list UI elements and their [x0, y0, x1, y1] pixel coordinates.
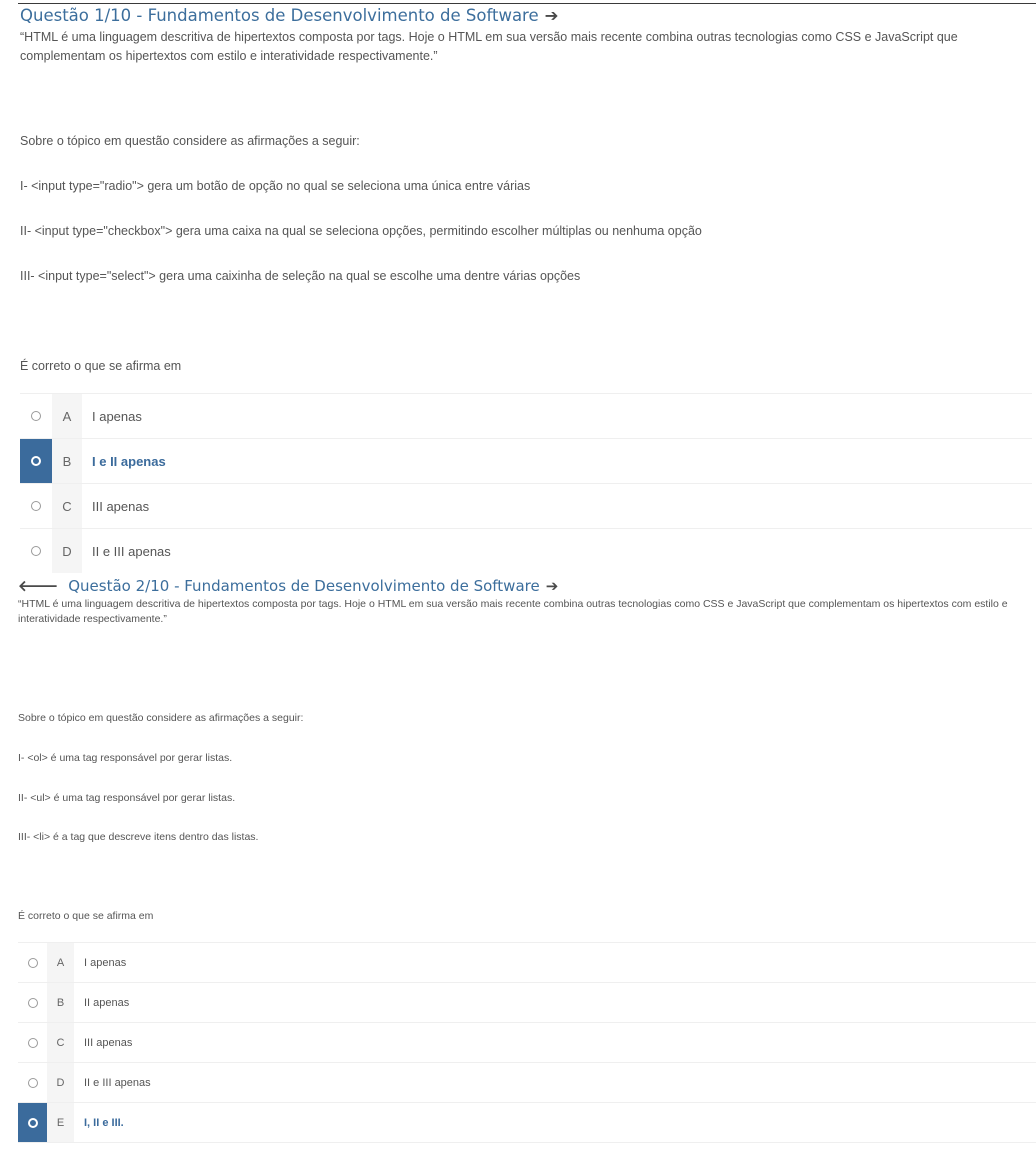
option-letter: C [47, 1023, 74, 1062]
question-intro: Sobre o tópico em questão considere as afirmações a seguir: [18, 712, 304, 724]
option-label: I apenas [84, 956, 127, 969]
option-d[interactable] [20, 529, 1032, 573]
option-label: II apenas [84, 996, 130, 1009]
prev-arrow-icon[interactable]: 🡐 [18, 577, 59, 595]
radio-circle-icon [28, 1078, 38, 1088]
radio-button[interactable] [18, 1063, 47, 1102]
option-letter: B [52, 439, 82, 483]
option-letter: A [52, 394, 82, 438]
question-2 [18, 576, 1036, 1129]
question-subject: Fundamentos de Desenvolvimento de Software [184, 577, 540, 595]
radio-button[interactable] [18, 983, 47, 1022]
next-arrow-icon[interactable]: ➔ [545, 577, 559, 595]
radio-circle-icon [31, 546, 41, 556]
answer-options [18, 942, 1036, 1143]
question-prompt: É correto o que se afirma em [18, 910, 154, 922]
option-label: III apenas [92, 498, 150, 514]
radio-button[interactable] [18, 1103, 47, 1142]
statement-1: I- <ol> é uma tag responsável por gerar listas. [18, 752, 233, 764]
question-1 [20, 6, 1032, 559]
question-quote: “HTML é uma linguagem descritiva de hipertextos composta por tags. Hoje o HTML em sua versão mais recente combina outras tecnologias como CSS e JavaScript que complementam os hipertextos com estilo e interatividade respectivamente.” [18, 598, 1008, 625]
statement-3: III- <input type="select"> gera uma caixinha de seleção na qual se escolhe uma dentre várias opções [20, 269, 581, 283]
question-quote: “HTML é uma linguagem descritiva de hipertextos composta por tags. Hoje o HTML em sua versão mais recente combina outras tecnologias como CSS e JavaScript que complementam os hipertextos com estilo e interatividade respectivamente.” [20, 30, 958, 63]
question-subject: Fundamentos de Desenvolvimento de Software [147, 6, 539, 25]
statement-1: I- <input type="radio"> gera um botão de opção no qual se seleciona uma única entre várias [20, 179, 531, 193]
top-divider [18, 3, 1036, 4]
radio-selected-icon [28, 1118, 38, 1128]
radio-circle-icon [31, 501, 41, 511]
radio-button[interactable] [18, 1023, 47, 1062]
option-letter: C [52, 484, 82, 528]
radio-selected-icon [31, 456, 41, 466]
option-d[interactable] [18, 1063, 1036, 1103]
radio-button[interactable] [20, 439, 52, 483]
option-label: I e II apenas [92, 453, 166, 469]
question-number: Questão 2/10 [68, 577, 170, 595]
option-e[interactable] [18, 1103, 1036, 1143]
option-label: I apenas [92, 408, 142, 424]
question-1-title [20, 6, 1032, 26]
question-number: Questão 1/10 [20, 6, 132, 25]
option-label: II e III apenas [92, 543, 171, 559]
radio-circle-icon [28, 958, 38, 968]
option-label: I, II e III. [84, 1116, 124, 1129]
option-letter: D [47, 1063, 74, 1102]
question-intro: Sobre o tópico em questão considere as afirmações a seguir: [20, 134, 360, 148]
radio-button[interactable] [18, 943, 47, 982]
option-letter: E [47, 1103, 74, 1142]
option-label: II e III apenas [84, 1076, 151, 1089]
option-letter: A [47, 943, 74, 982]
answer-options [20, 393, 1032, 573]
option-c[interactable] [18, 1023, 1036, 1063]
radio-button[interactable] [20, 484, 52, 528]
statement-3: III- <li> é a tag que descreve itens dentro das listas. [18, 831, 259, 843]
option-letter: B [47, 983, 74, 1022]
option-a[interactable] [18, 942, 1036, 983]
option-b[interactable] [20, 439, 1032, 484]
option-b[interactable] [18, 983, 1036, 1023]
statement-2: II- <ul> é uma tag responsável por gerar listas. [18, 792, 236, 804]
next-arrow-icon[interactable]: ➔ [544, 6, 559, 25]
question-2-title [18, 576, 1036, 596]
title-separator: - [131, 6, 148, 25]
option-letter: D [52, 529, 82, 573]
question-prompt: É correto o que se afirma em [20, 359, 182, 373]
option-a[interactable] [20, 393, 1032, 439]
radio-button[interactable] [20, 394, 52, 438]
radio-circle-icon [28, 1038, 38, 1048]
title-separator: - [169, 577, 185, 595]
statement-2: II- <input type="checkbox"> gera uma caixa na qual se seleciona opções, permitindo escolher múltiplas ou nenhuma opção [20, 224, 702, 238]
radio-button[interactable] [20, 529, 52, 573]
option-label: III apenas [84, 1036, 133, 1049]
radio-circle-icon [31, 411, 41, 421]
option-c[interactable] [20, 484, 1032, 529]
radio-circle-icon [28, 998, 38, 1008]
